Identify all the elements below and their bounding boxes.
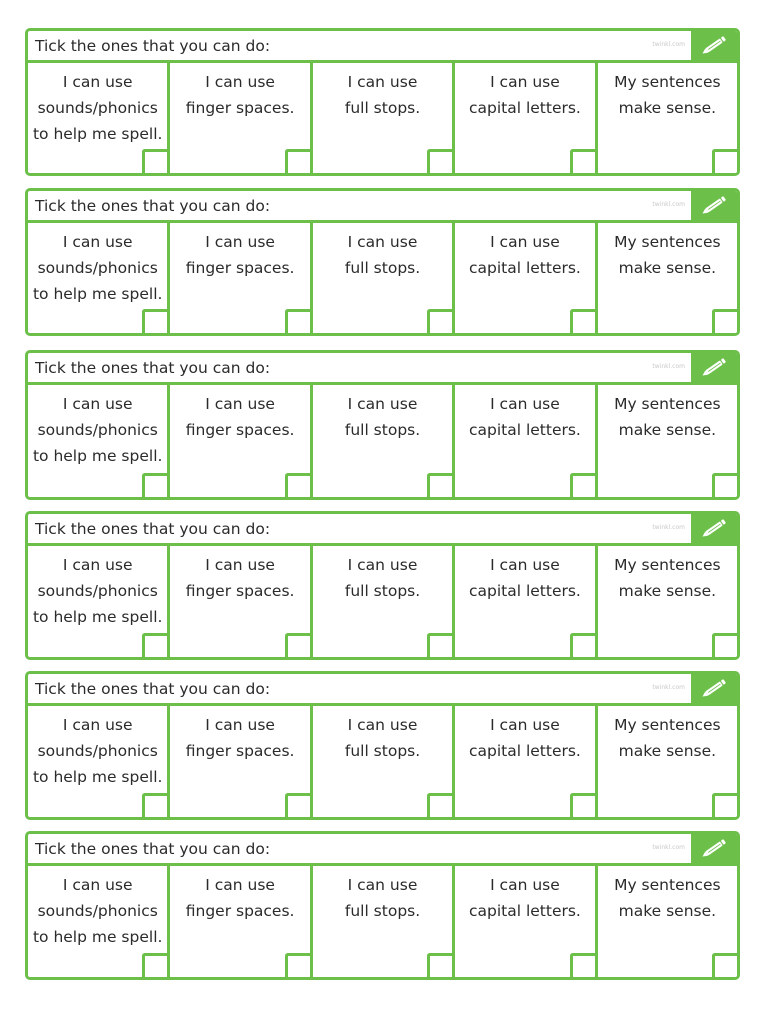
pencil-icon — [699, 516, 729, 541]
checklist-card — [25, 831, 740, 980]
skills-row — [28, 546, 737, 657]
skill-label: I can use finger spaces. — [185, 73, 295, 117]
tick-box[interactable] — [712, 473, 737, 497]
skill-cell — [313, 223, 455, 333]
skill-label: I can use sounds/phonics to help me spell. — [32, 556, 163, 626]
skills-row — [28, 223, 737, 333]
tick-box[interactable] — [285, 309, 310, 333]
skill-cell — [313, 63, 455, 173]
pencil-tab — [691, 674, 737, 703]
pencil-icon — [699, 836, 729, 861]
tick-box[interactable] — [427, 309, 452, 333]
skills-row — [28, 706, 737, 817]
skill-label: I can use capital letters. — [468, 876, 581, 920]
watermark-text: twinkl.com — [652, 201, 685, 208]
skill-cell — [598, 385, 737, 497]
pencil-tab — [691, 514, 737, 543]
skill-label: My sentences make sense. — [614, 716, 721, 760]
tick-box[interactable] — [142, 633, 167, 657]
card-title: Tick the ones that you can do: — [35, 680, 271, 698]
card-title: Tick the ones that you can do: — [35, 840, 271, 858]
skill-cell — [170, 706, 312, 817]
tick-box[interactable] — [712, 149, 737, 173]
skill-cell — [598, 223, 737, 333]
skill-cell — [28, 63, 170, 173]
tick-box[interactable] — [570, 633, 595, 657]
skill-label: My sentences make sense. — [614, 73, 721, 117]
card-header — [28, 834, 737, 866]
skill-cell — [28, 385, 170, 497]
tick-box[interactable] — [142, 953, 167, 977]
skill-label: I can use full stops. — [344, 876, 421, 920]
skill-cell — [455, 866, 597, 977]
skills-row — [28, 866, 737, 977]
tick-box[interactable] — [142, 473, 167, 497]
skill-cell — [28, 546, 170, 657]
skill-cell — [313, 546, 455, 657]
pencil-tab — [691, 834, 737, 863]
skill-cell — [455, 706, 597, 817]
tick-box[interactable] — [427, 149, 452, 173]
skill-label: My sentences make sense. — [614, 395, 721, 439]
skill-label: I can use full stops. — [344, 395, 421, 439]
skill-cell — [28, 866, 170, 977]
skill-label: I can use finger spaces. — [185, 556, 295, 600]
skill-cell — [598, 63, 737, 173]
card-header — [28, 514, 737, 546]
skill-cell — [170, 866, 312, 977]
skills-row — [28, 63, 737, 173]
pencil-tab — [691, 353, 737, 382]
skill-label: I can use full stops. — [344, 233, 421, 277]
tick-box[interactable] — [142, 309, 167, 333]
skill-cell — [170, 63, 312, 173]
tick-box[interactable] — [427, 473, 452, 497]
watermark-text: twinkl.com — [652, 524, 685, 531]
tick-box[interactable] — [427, 953, 452, 977]
skill-label: I can use sounds/phonics to help me spell. — [32, 876, 163, 946]
tick-box[interactable] — [712, 633, 737, 657]
tick-box[interactable] — [712, 309, 737, 333]
tick-box[interactable] — [570, 953, 595, 977]
pencil-tab — [691, 191, 737, 220]
skill-label: I can use capital letters. — [468, 716, 581, 760]
card-header — [28, 191, 737, 223]
skill-label: I can use finger spaces. — [185, 395, 295, 439]
skill-label: I can use sounds/phonics to help me spell. — [32, 395, 163, 465]
skill-cell — [598, 706, 737, 817]
pencil-tab — [691, 31, 737, 60]
skill-cell — [170, 223, 312, 333]
skill-label: I can use full stops. — [344, 73, 421, 117]
skill-cell — [313, 866, 455, 977]
checklist-card — [25, 350, 740, 500]
tick-box[interactable] — [285, 953, 310, 977]
skill-cell — [598, 866, 737, 977]
skill-label: I can use sounds/phonics to help me spell. — [32, 233, 163, 303]
skill-label: I can use full stops. — [344, 556, 421, 600]
tick-box[interactable] — [570, 309, 595, 333]
skill-cell — [455, 385, 597, 497]
watermark-text: twinkl.com — [652, 363, 685, 370]
pencil-icon — [699, 193, 729, 218]
checklist-card — [25, 28, 740, 176]
skill-cell — [598, 546, 737, 657]
card-title: Tick the ones that you can do: — [35, 37, 271, 55]
skill-label: I can use capital letters. — [468, 556, 581, 600]
tick-box[interactable] — [427, 793, 452, 817]
skill-label: I can use finger spaces. — [185, 716, 295, 760]
watermark-text: twinkl.com — [652, 684, 685, 691]
tick-box[interactable] — [285, 633, 310, 657]
skills-row — [28, 385, 737, 497]
skill-cell — [455, 63, 597, 173]
pencil-icon — [699, 676, 729, 701]
tick-box[interactable] — [570, 149, 595, 173]
tick-box[interactable] — [570, 793, 595, 817]
tick-box[interactable] — [712, 953, 737, 977]
card-header — [28, 31, 737, 63]
tick-box[interactable] — [285, 793, 310, 817]
card-header — [28, 674, 737, 706]
checklist-card — [25, 671, 740, 820]
card-title: Tick the ones that you can do: — [35, 197, 271, 215]
skill-cell — [28, 223, 170, 333]
skill-cell — [455, 223, 597, 333]
skill-label: I can use finger spaces. — [185, 876, 295, 920]
card-title: Tick the ones that you can do: — [35, 359, 271, 377]
skill-label: I can use sounds/phonics to help me spell. — [32, 73, 163, 143]
skill-label: I can use capital letters. — [468, 73, 581, 117]
skill-cell — [455, 546, 597, 657]
skill-label: I can use sounds/phonics to help me spell. — [32, 716, 163, 786]
tick-box[interactable] — [285, 149, 310, 173]
skill-cell — [28, 706, 170, 817]
watermark-text: twinkl.com — [652, 844, 685, 851]
skill-cell — [313, 706, 455, 817]
skill-label: I can use finger spaces. — [185, 233, 295, 277]
skill-cell — [170, 385, 312, 497]
skill-cell — [170, 546, 312, 657]
tick-box[interactable] — [285, 473, 310, 497]
tick-box[interactable] — [142, 793, 167, 817]
skill-label: I can use capital letters. — [468, 233, 581, 277]
checklist-card — [25, 511, 740, 660]
card-title: Tick the ones that you can do: — [35, 520, 271, 538]
watermark-text: twinkl.com — [652, 41, 685, 48]
skill-label: My sentences make sense. — [614, 556, 721, 600]
card-header — [28, 353, 737, 385]
tick-box[interactable] — [142, 149, 167, 173]
pencil-icon — [699, 33, 729, 58]
skill-label: My sentences make sense. — [614, 876, 721, 920]
skill-cell — [313, 385, 455, 497]
tick-box[interactable] — [427, 633, 452, 657]
skill-label: I can use full stops. — [344, 716, 421, 760]
skill-label: I can use capital letters. — [468, 395, 581, 439]
skill-label: My sentences make sense. — [614, 233, 721, 277]
tick-box[interactable] — [570, 473, 595, 497]
pencil-icon — [699, 355, 729, 380]
checklist-card — [25, 188, 740, 336]
tick-box[interactable] — [712, 793, 737, 817]
